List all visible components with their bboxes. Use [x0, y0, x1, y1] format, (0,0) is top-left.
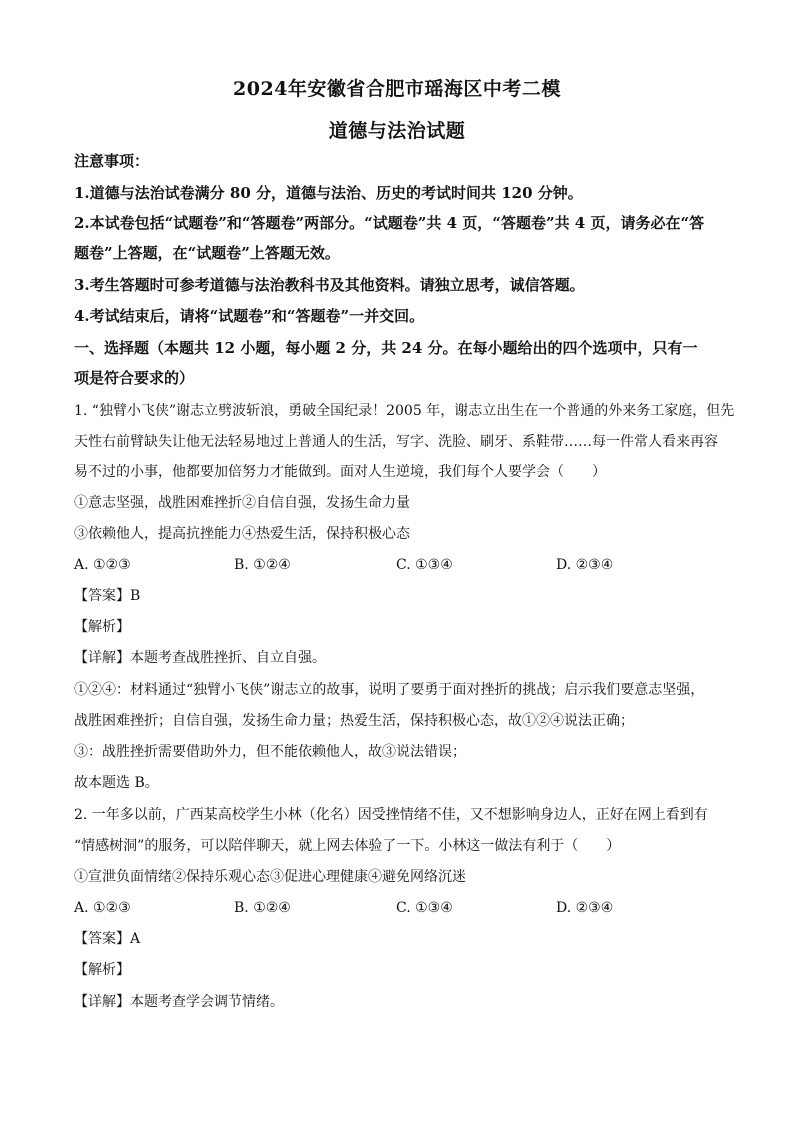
question-1-explanation: 战胜困难挫折；自信自强，发扬生命力量；热爱生活，保持积极心态，故①②④说法正确；	[74, 713, 634, 729]
question-1-statement: ③依赖他人，提高抗挫能力④热爱生活，保持积极心态	[74, 526, 410, 542]
question-2-detail: 【详解】本题考查学会调节情绪。	[74, 994, 284, 1010]
question-1-option-b: B. ①②④	[234, 557, 291, 573]
question-2-option-a: A. ①②③	[74, 900, 131, 916]
question-2-option-b: B. ①②④	[234, 900, 291, 916]
notice-item: 2.本试卷包括“试题卷”和“答题卷”两部分。“试题卷”共 4 页，“答题卷”共 4 页，请务必在“答	[74, 214, 705, 232]
question-2-statement: ①宣泄负面情绪②保持乐观心态③促进心理健康④避免网络沉迷	[74, 869, 466, 885]
notice-heading: 注意事项：	[74, 152, 150, 170]
question-1-stem: 易不过的小事，他都要加倍努力才能做到。面对人生逆境，我们每个人要学会（ ）	[74, 464, 606, 480]
section-heading: 项是符合要求的）	[74, 369, 195, 387]
question-1-option-d: D. ②③④	[556, 557, 614, 573]
question-2-option-c: C. ①③④	[396, 900, 453, 916]
section-heading: 一、选择题（本题共 12 小题，每小题 2 分，共 24 分。在每小题给出的四个选项中，只有一	[74, 339, 698, 357]
question-2-answer: 【答案】A	[74, 931, 141, 947]
notice-item: 4.考试结束后，请将“试题卷”和“答题卷”一并交回。	[74, 307, 425, 325]
question-1-explanation: 故本题选 B。	[74, 775, 159, 791]
question-2-stem: “情感树洞”的服务，可以陪伴聊天，就上网去体验了一下。小林这一做法有利于（ ）	[74, 838, 621, 854]
question-1-answer: 【答案】B	[74, 588, 141, 604]
question-1-analysis-label: 【解析】	[74, 619, 130, 635]
notice-item: 1.道德与法治试卷满分 80 分，道德与法治、历史的考试时间共 120 分钟。	[74, 184, 583, 202]
question-2-analysis-label: 【解析】	[74, 962, 130, 978]
question-1-explanation: ③：战胜挫折需要借助外力，但不能依赖他人，故③说法错误；	[74, 744, 466, 760]
question-1-statement: ①意志坚强，战胜困难挫折②自信自强，发扬生命力量	[74, 495, 410, 511]
question-2-stem: 2. 一年多以前，广西某高校学生小林（化名）因受挫情绪不佳，又不想影响身边人，正好在网上看到有	[74, 807, 708, 823]
question-1-detail: 【详解】本题考查战胜挫折、自立自强。	[74, 650, 326, 666]
question-1-explanation: ①②④：材料通过“独臂小飞侠”谢志立的故事，说明了要勇于面对挫折的挑战；启示我们要意志坚强，	[74, 682, 705, 698]
question-1-stem: 1. “独臂小飞侠”谢志立劈波斩浪，勇破全国纪录！2005 年，谢志立出生在一个普通的外来务工家庭，但先	[74, 403, 735, 419]
page-title: 2024年安徽省合肥市瑶海区中考二模	[233, 78, 561, 100]
question-1-option-c: C. ①③④	[396, 557, 453, 573]
question-2-option-d: D. ②③④	[556, 900, 614, 916]
question-1-stem: 天性右前臂缺失让他无法轻易地过上普通人的生活，写字、洗脸、刷牙、系鞋带……每一件常人看来再容	[74, 434, 718, 450]
notice-item: 3.考生答题时可参考道德与法治教科书及其他资料。请独立思考，诚信答题。	[74, 276, 585, 294]
notice-item: 题卷”上答题，在“试题卷”上答题无效。	[74, 244, 340, 262]
question-1-option-a: A. ①②③	[74, 557, 131, 573]
page-subtitle: 道德与法治试题	[328, 120, 466, 142]
